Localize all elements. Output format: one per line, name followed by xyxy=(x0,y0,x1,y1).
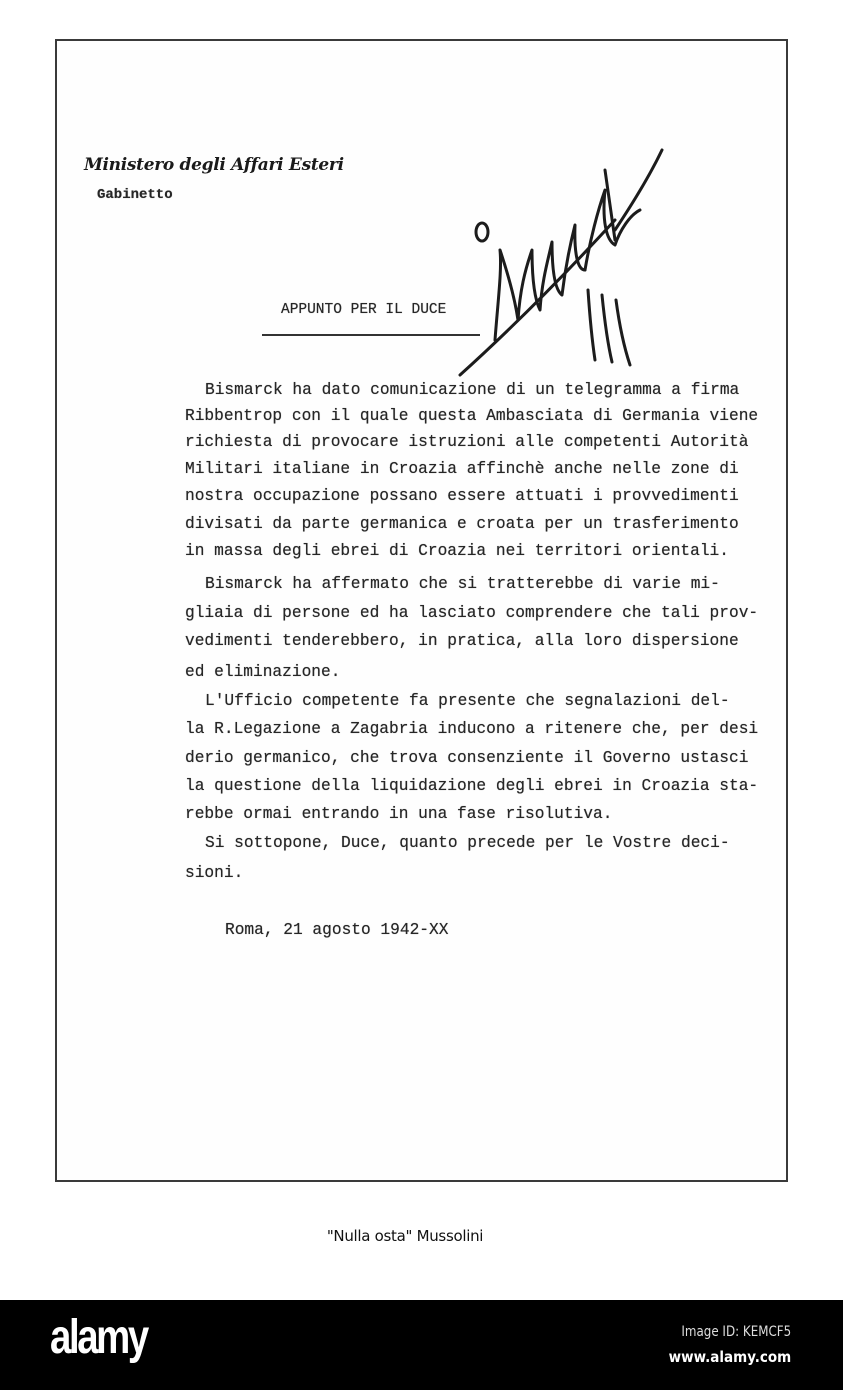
body-line: vedimenti tenderebbero, in pratica, alla loro dispersione xyxy=(185,632,739,650)
body-line: richiesta di provocare istruzioni alle competenti Autorità xyxy=(185,433,749,451)
body-line: ed eliminazione. xyxy=(185,663,341,681)
body-line: gliaia di persone ed ha lasciato comprendere che tali prov- xyxy=(185,604,759,622)
body-line: la questione della liquidazione degli ebrei in Croazia sta- xyxy=(185,777,759,795)
body-line: Bismarck ha dato comunicazione di un telegramma a firma xyxy=(205,381,740,399)
image-caption: "Nulla osta" Mussolini xyxy=(326,1227,484,1245)
image-id: Image ID: KEMCF5 xyxy=(681,1324,791,1340)
alamy-logo: alamy xyxy=(50,1311,147,1364)
body-line: Ribbentrop con il quale questa Ambasciata di Germania viene xyxy=(185,407,759,425)
letterhead-office: Gabinetto xyxy=(97,187,173,203)
body-line: Bismarck ha affermato che si tratterebbe di varie mi- xyxy=(205,575,720,593)
date-line: Roma, 21 agosto 1942-XX xyxy=(225,921,449,939)
body-line: Militari italiane in Croazia affinchè anche nelle zone di xyxy=(185,460,739,478)
body-line: in massa degli ebrei di Croazia nei territori orientali. xyxy=(185,542,729,560)
watermark-bar xyxy=(0,1300,843,1390)
watermark-url: www.alamy.com xyxy=(668,1348,791,1366)
body-line: derio germanico, che trova consenziente il Governo ustasci xyxy=(185,749,749,767)
memo-title: APPUNTO PER IL DUCE xyxy=(281,302,447,318)
body-line: Si sottopone, Duce, quanto precede per le Vostre deci- xyxy=(205,834,730,852)
body-line: L'Ufficio competente fa presente che segnalazioni del- xyxy=(205,692,730,710)
letterhead-ministry: Ministero degli Affari Esteri xyxy=(84,155,344,175)
body-line: nostra occupazione possano essere attuati i provvedimenti xyxy=(185,487,739,505)
body-line: sioni. xyxy=(185,864,244,882)
body-line: rebbe ormai entrando in una fase risolutiva. xyxy=(185,805,613,823)
handwritten-signature xyxy=(440,130,680,390)
body-line: divisati da parte germanica e croata per un trasferimento xyxy=(185,515,739,533)
body-line: la R.Legazione a Zagabria inducono a ritenere che, per desi xyxy=(185,720,759,738)
